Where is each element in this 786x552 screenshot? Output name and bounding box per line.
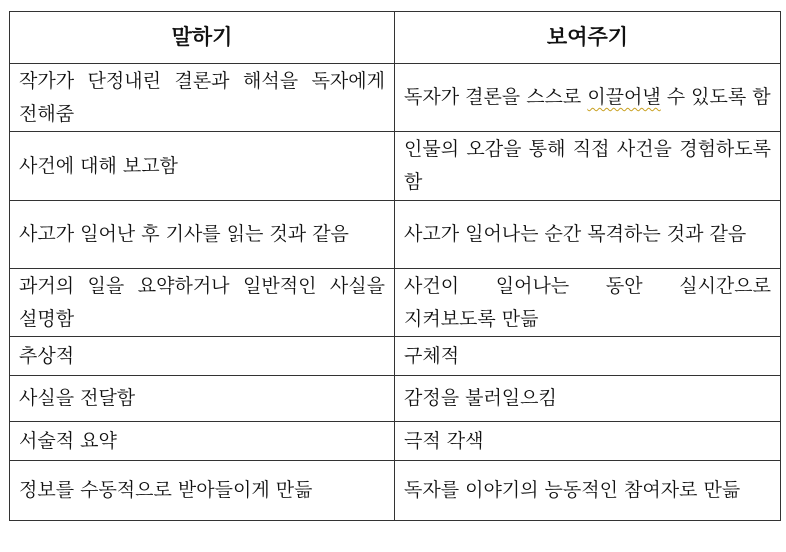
telling-cell: 추상적	[10, 337, 395, 376]
showing-text-start: 독자가 결론을 스스로	[404, 86, 588, 108]
showing-cell: 사고가 일어나는 순간 목격하는 것과 같음	[395, 201, 781, 269]
telling-cell: 과거의 일을 요약하거나 일반적인 사실을 설명함	[10, 269, 395, 337]
showing-cell: 구체적	[395, 337, 781, 376]
showing-text-end: 수 있도록 함	[660, 86, 771, 108]
table-row	[10, 461, 781, 521]
header-telling: 말하기	[10, 12, 395, 64]
telling-cell: 사실을 전달함	[10, 376, 395, 422]
telling-cell: 서술적 요약	[10, 422, 395, 461]
table-row	[10, 132, 781, 201]
showing-cell: 감정을 불러일으킴	[395, 376, 781, 422]
comparison-table	[9, 11, 781, 521]
telling-cell: 사건에 대해 보고함	[10, 132, 395, 201]
telling-cell: 정보를 수동적으로 받아들이게 만듦	[10, 461, 395, 521]
showing-cell: 인물의 오감을 통해 직접 사건을 경험하도록 함	[395, 132, 781, 201]
table-row	[10, 64, 781, 132]
table-row	[10, 376, 781, 422]
table-row	[10, 269, 781, 337]
header-row	[10, 12, 781, 64]
telling-cell: 작가가 단정내린 결론과 해석을 독자에게 전해줌	[10, 64, 395, 132]
showing-cell: 극적 각색	[395, 422, 781, 461]
header-showing: 보여주기	[395, 12, 781, 64]
spellcheck-flagged-word: 이끌어낼	[587, 86, 661, 108]
showing-cell	[395, 64, 781, 132]
showing-cell: 사건이 일어나는 동안 실시간으로 지켜보도록 만듦	[395, 269, 781, 337]
showing-cell: 독자를 이야기의 능동적인 참여자로 만듦	[395, 461, 781, 521]
telling-cell: 사고가 일어난 후 기사를 읽는 것과 같음	[10, 201, 395, 269]
table-row	[10, 337, 781, 376]
table-row	[10, 422, 781, 461]
table-row	[10, 201, 781, 269]
